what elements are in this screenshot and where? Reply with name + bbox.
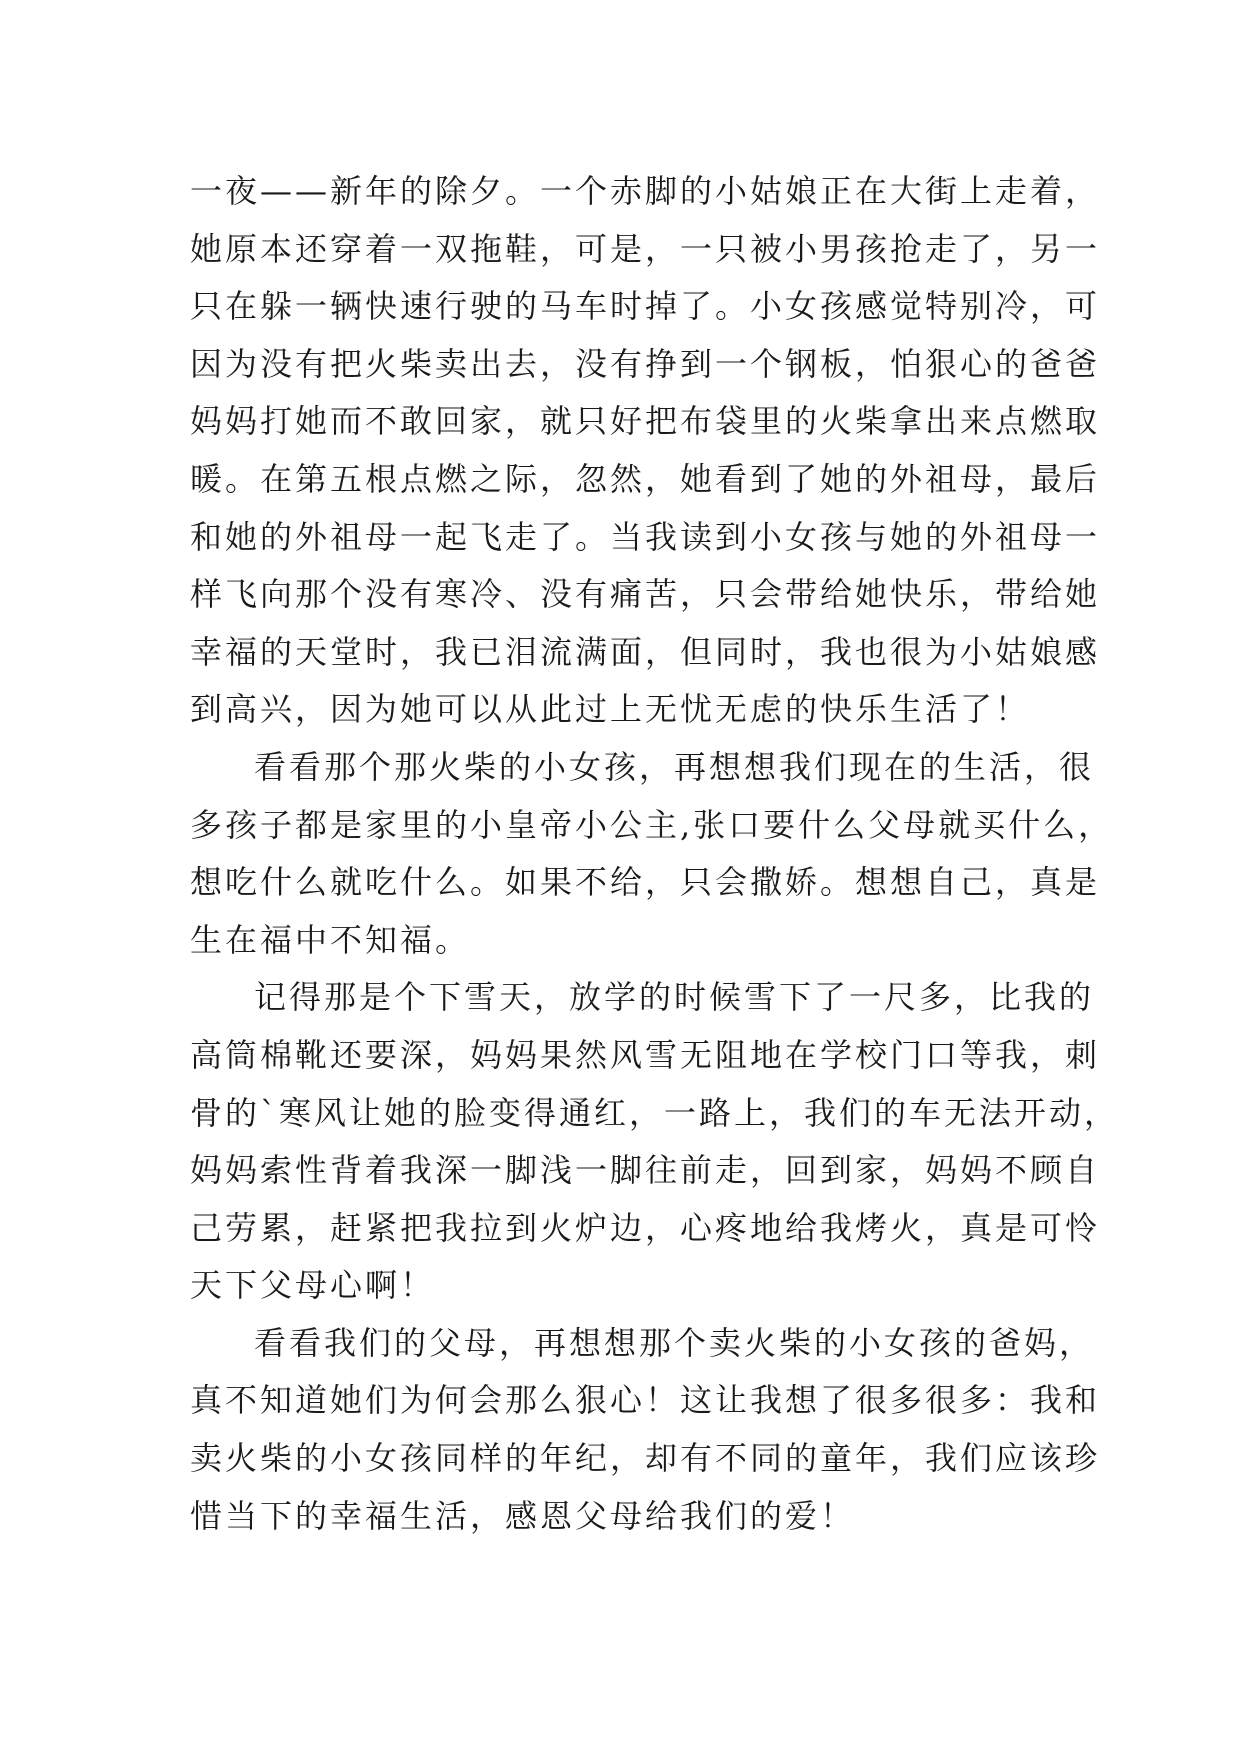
text-line: 看看那个那火柴的小女孩，再想想我们现在的生活，很 bbox=[254, 747, 1095, 786]
text-line: 生在福中不知福。 bbox=[190, 920, 471, 959]
text-line: 她原本还穿着一双拖鞋，可是，一只被小男孩抢走了，另一 bbox=[190, 229, 1101, 268]
text-line: 因为没有把火柴卖出去，没有挣到一个钢板，怕狠心的爸爸 bbox=[190, 344, 1101, 383]
text-line: 暖。在第五根点燃之际，忽然，她看到了她的外祖母，最后 bbox=[190, 459, 1101, 498]
text-line: 一夜——新年的除夕。一个赤脚的小姑娘正在大街上走着， bbox=[190, 172, 1101, 210]
text-line: 卖火柴的小女孩同样的年纪，却有不同的童年，我们应该珍 bbox=[190, 1439, 1101, 1478]
text-line: 幸福的天堂时，我已泪流满面，但同时，我也很为小姑娘感 bbox=[190, 632, 1101, 671]
text-line: 天下父母心啊！ bbox=[190, 1266, 436, 1305]
text-line: 高筒棉靴还要深，妈妈果然风雪无阻地在学校门口等我，刺 bbox=[190, 1035, 1101, 1074]
text-line: 到高兴，因为她可以从此过上无忧无虑的快乐生活了！ bbox=[190, 690, 1031, 729]
paragraph-4 bbox=[190, 1315, 1101, 1545]
paragraph-1 bbox=[190, 163, 1101, 739]
text-line: 记得那是个下雪天，放学的时候雪下了一尺多，比我的 bbox=[254, 978, 1095, 1017]
text-line: 和她的外祖母一起飞走了。当我读到小女孩与她的外祖母一 bbox=[190, 517, 1101, 556]
text-line: 只在躲一辆快速行驶的马车时掉了。小女孩感觉特别冷，可 bbox=[190, 287, 1101, 326]
document-body bbox=[190, 163, 1120, 1545]
paragraph-3 bbox=[190, 969, 1120, 1315]
text-line: 骨的`寒风让她的脸变得通红，一路上，我们的车无法开动， bbox=[190, 1093, 1120, 1132]
text-line: 己劳累，赶紧把我拉到火炉边，心疼地给我烤火，真是可怜 bbox=[190, 1208, 1101, 1247]
text-line: 多孩子都是家里的小皇帝小公主,张口要什么父母就买什么， bbox=[190, 805, 1114, 844]
text-line: 惜当下的幸福生活，感恩父母给我们的爱！ bbox=[190, 1496, 856, 1535]
text-line: 妈妈索性背着我深一脚浅一脚往前走，回到家，妈妈不顾自 bbox=[190, 1151, 1101, 1190]
text-line: 样飞向那个没有寒冷、没有痛苦，只会带给她快乐，带给她 bbox=[190, 575, 1101, 614]
paragraph-2 bbox=[190, 739, 1114, 969]
text-line: 真不知道她们为何会那么狠心！这让我想了很多很多：我和 bbox=[190, 1381, 1101, 1420]
text-line: 看看我们的父母，再想想那个卖火柴的小女孩的爸妈， bbox=[254, 1323, 1095, 1362]
text-line: 妈妈打她而不敢回家，就只好把布袋里的火柴拿出来点燃取 bbox=[190, 402, 1101, 441]
text-line: 想吃什么就吃什么。如果不给，只会撒娇。想想自己，真是 bbox=[190, 863, 1101, 902]
